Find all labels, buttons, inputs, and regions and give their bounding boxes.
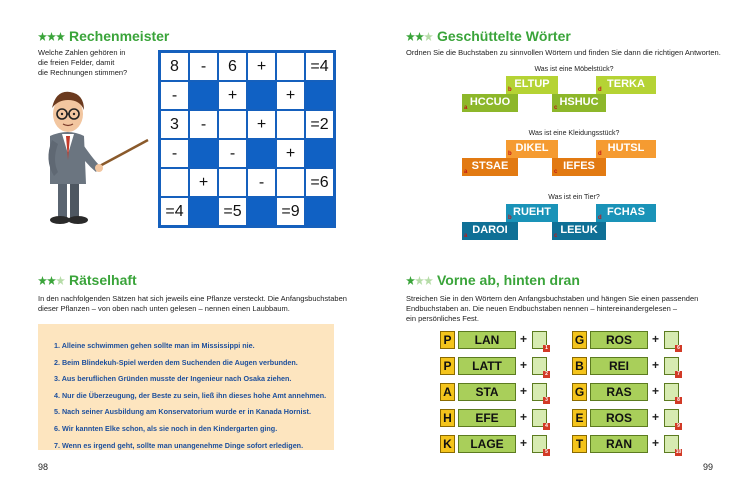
word-rest-box: LAGE [458,435,516,453]
plus-sign: + [520,358,528,372]
word-tile-label: STSAE [471,160,509,172]
grid-input-cell[interactable] [218,168,247,197]
plus-sign: + [652,332,660,346]
intro-line: Endbuchstaben an. Die neuen Endbuchstaben nennen – hintereinandergelesen – [406,304,678,313]
page-number-left: 98 [38,462,49,472]
sentence-item: 3. Aus beruflichen Gründen musste der Ingenieur nach Osaka ziehen. [54,374,292,384]
grid-input-cell[interactable] [218,110,247,139]
word-rest-box: STA [458,383,516,401]
start-letter-box: G [572,383,587,401]
grid-blank-cell [189,81,218,110]
start-letter-box: B [572,357,587,375]
word-tile-corner-letter: d [598,215,602,221]
raetselhaft-title: Rätselhaft [69,272,137,288]
grid-blank-cell [189,139,218,168]
start-letter-box: G [572,331,587,349]
word-tile [596,140,656,158]
grid-cell: - [247,168,276,197]
answer-number-badge: 2 [543,371,550,378]
word-tile-corner-letter: c [554,233,558,239]
word-rest-box: LAN [458,331,516,349]
instruction-line: Welche Zahlen gehören in [38,48,126,57]
start-letter-box: K [440,435,455,453]
word-tile [506,76,558,94]
word-tile-label: TERKA [607,78,645,90]
sentence-item: 6. Wir kannten Elke schon, als sie noch in den Kindergarten ging. [54,423,278,433]
grid-input-cell[interactable] [276,52,305,81]
vorne-intro [406,294,736,324]
answer-number-badge: 8 [675,397,682,404]
plus-sign: + [652,384,660,398]
rechenmeister-title: Rechenmeister [69,28,170,44]
grid-cell: =6 [305,168,334,197]
word-tile-label: RUEHT [513,206,551,218]
plus-sign: + [520,410,528,424]
plus-sign: + [652,410,660,424]
word-tile [506,204,558,222]
word-tile-corner-letter: a [464,169,468,175]
word-rest-box: RAS [590,383,648,401]
teacher-illustration [36,80,154,228]
grid-cell: 3 [160,110,189,139]
plus-sign: + [520,332,528,346]
raetselhaft-heading [38,272,137,288]
word-tile-corner-letter: a [464,105,468,111]
word-rest-box: ROS [590,409,648,427]
word-tile-label: HCCUO [469,96,511,108]
start-letter-box: T [572,435,587,453]
rechenmeister-grid [158,50,336,228]
answer-number-badge: 4 [543,423,550,430]
word-tile-label: HSHUC [559,96,599,108]
word-rest-box: LATT [458,357,516,375]
word-tile [462,222,518,240]
grid-cell: + [276,139,305,168]
instruction-line: die Rechnungen stimmen? [38,68,128,77]
grid-cell: - [160,139,189,168]
sentence-item: 2. Beim Blindekuh-Spiel werden dem Suchenden die Augen verbunden. [54,357,298,367]
grid-blank-cell [247,197,276,226]
intro-line: Streichen Sie in den Wörtern den Anfangsbuchstaben und hängen Sie einen passenden [406,294,699,303]
word-rest-box: ROS [590,331,648,349]
geschuettelte-instruction: Ordnen Sie die Buchstaben zu sinnvollen Wörtern und finden Sie dann die richtigen Antworten. [406,48,721,57]
start-letter-box: P [440,357,455,375]
word-tile [552,158,606,176]
grid-cell: + [276,81,305,110]
intro-line: In den nachfolgenden Sätzen hat sich jeweils eine Pflanze versteckt. Die Anfangsbuchstaben [38,294,347,303]
start-letter-box: H [440,409,455,427]
rechenmeister-instruction [38,48,153,78]
word-tile-corner-letter: b [508,87,512,93]
difficulty-stars-icon [406,32,433,41]
sentence-item: 1. Alleine schwimmen gehen sollte man im Mississippi nie. [54,341,255,350]
grid-cell: 8 [160,52,189,81]
word-tile-label: HUTSL [607,142,645,154]
word-rest-box: RAN [590,435,648,453]
grid-blank-cell [305,197,334,226]
intro-line: ein persönliches Fest. [406,314,479,323]
grid-cell: =9 [276,197,305,226]
word-tile [462,158,518,176]
word-tile [506,140,558,158]
grid-cell: - [218,139,247,168]
grid-cell: - [160,81,189,110]
raetselhaft-sentence-box [38,324,334,450]
rechenmeister-heading [38,28,169,44]
instruction-line: die freien Felder, damit [38,58,115,67]
word-tile-corner-letter: d [598,87,602,93]
start-letter-box: E [572,409,587,427]
grid-input-cell[interactable] [276,110,305,139]
grid-blank-cell [247,139,276,168]
grid-blank-cell [305,139,334,168]
answer-number-badge: 3 [543,397,550,404]
grid-cell: + [247,52,276,81]
grid-cell: - [189,52,218,81]
answer-number-badge: 1 [543,345,550,352]
grid-cell: + [189,168,218,197]
group-question: Was ist eine Kleidungsstück? [528,130,620,137]
plus-sign: + [652,436,660,450]
grid-blank-cell [247,81,276,110]
word-tile-label: LEEUK [560,224,598,236]
grid-cell: =5 [218,197,247,226]
grid-cell: + [218,81,247,110]
word-tile [552,94,606,112]
grid-cell: =4 [160,197,189,226]
plus-sign: + [652,358,660,372]
sentence-item: 7. Wenn es irgend geht, sollte man unangenehme Dinge sofort erledigen. [54,440,304,450]
group-question: Was ist ein Tier? [548,194,600,201]
word-tile-corner-letter: a [464,233,468,239]
start-letter-box: P [440,331,455,349]
word-tile-corner-letter: c [554,169,558,175]
geschuettelte-heading [406,28,571,44]
grid-cell: 6 [218,52,247,81]
word-tile-label: DIKEL [515,142,549,154]
geschuettelte-title: Geschüttelte Wörter [437,28,571,44]
answer-number-badge: 9 [675,423,682,430]
intro-line: dieser Pflanzen – von oben nach unten gelesen – nennen einen Laubbaum. [38,304,290,313]
page-number-right: 99 [703,462,714,472]
word-tile [462,94,518,112]
grid-cell: =2 [305,110,334,139]
word-tile-label: DAROI [472,224,508,236]
answer-number-badge: 10 [675,449,682,455]
answer-number-badge: 5 [543,449,550,456]
grid-input-cell[interactable] [160,168,189,197]
word-tile [552,222,606,240]
difficulty-stars-icon [406,276,433,285]
difficulty-stars-icon [38,276,65,285]
answer-number-badge: 6 [675,345,682,352]
word-tile [596,204,656,222]
answer-number-badge: 7 [675,371,682,378]
plus-sign: + [520,436,528,450]
vorne-title: Vorne ab, hinten dran [437,272,580,288]
sentence-item: 5. Nach seiner Ausbildung am Konservatorium wurde er in Kanada Hornist. [54,407,311,417]
start-letter-box: A [440,383,455,401]
word-rest-box: REI [590,357,648,375]
sentence-list [38,324,334,454]
word-rest-box: EFE [458,409,516,427]
plus-sign: + [520,384,528,398]
word-tile-label: FCHAS [607,206,645,218]
grid-blank-cell [305,81,334,110]
grid-blank-cell [189,197,218,226]
grid-cell: + [247,110,276,139]
word-tile-corner-letter: b [508,151,512,157]
word-tile-label: IEFES [563,160,595,172]
grid-cell: - [189,110,218,139]
group-question: Was ist eine Möbelstück? [534,66,614,73]
word-tile-corner-letter: d [598,151,602,157]
vorne-heading [406,272,580,288]
grid-input-cell[interactable] [276,168,305,197]
sentence-item: 4. Nur die Überzeugung, der Beste zu sein, ließ ihn dieses hohe Amt annehmen. [54,390,327,400]
grid-cell: =4 [305,52,334,81]
word-tile-corner-letter: c [554,105,558,111]
word-tile-label: ELTUP [514,78,550,90]
word-tile-corner-letter: b [508,215,512,221]
word-tile [596,76,656,94]
difficulty-stars-icon [38,32,65,41]
raetselhaft-intro [38,294,358,314]
